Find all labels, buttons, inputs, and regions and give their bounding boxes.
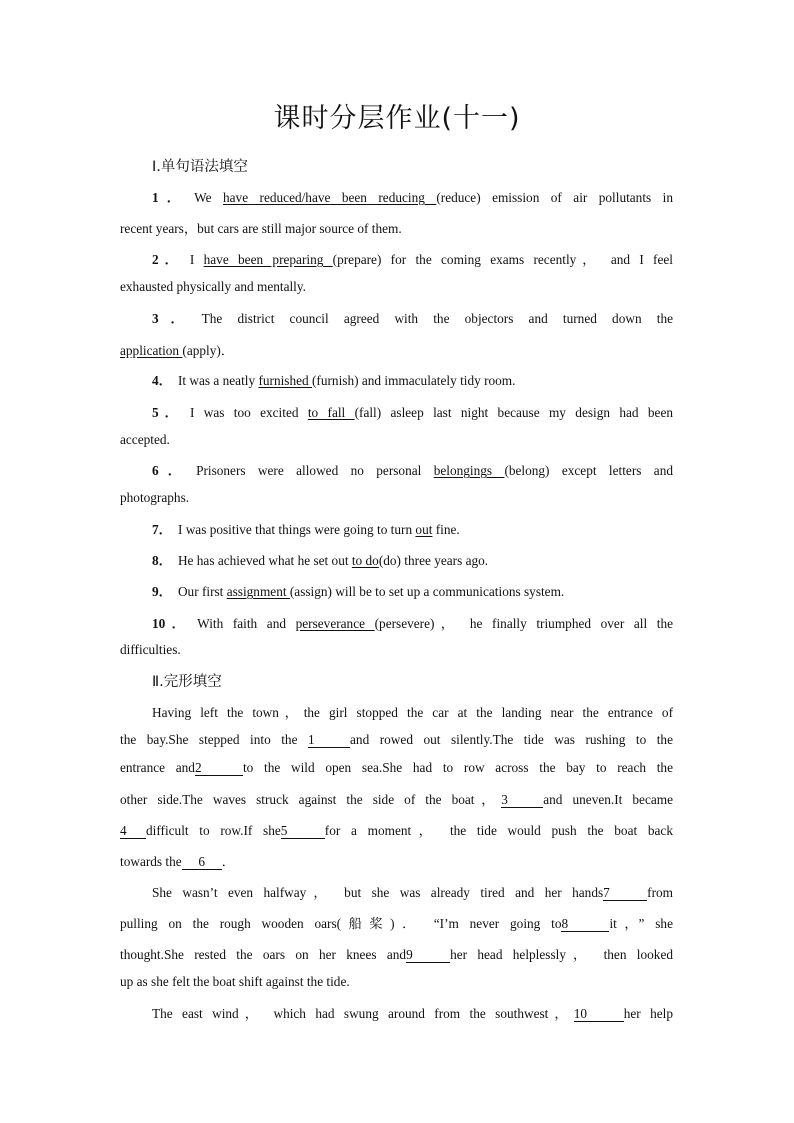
answer: to fall (307, 405, 355, 420)
question-number: 8． (152, 553, 172, 568)
question-10-continued: difficulties. (120, 642, 181, 657)
passage-line: The east wind， which had swung around from the southwest，10 her help (152, 1006, 673, 1021)
question-5-continued: accepted. (120, 432, 170, 447)
question-number: 3． (152, 311, 196, 326)
question-2-continued: exhausted physically and mentally. (120, 279, 306, 294)
question-number: 6． (152, 463, 191, 478)
question-number: 1． (152, 190, 189, 205)
passage-line: pulling on the rough wooden oars(船桨)． “I’m never going to8 it，” she (120, 916, 673, 931)
question-number: 10． (152, 616, 192, 631)
blank-10[interactable]: 10 (574, 1007, 624, 1022)
question-number: 9． (152, 584, 172, 599)
question-3-continued: application (apply)． (120, 343, 235, 358)
blank-7[interactable]: 7 (603, 886, 647, 901)
question-7: 7． I was positive that things were going to turn out fine. (152, 522, 460, 537)
answer: have reduced/have been reducing (223, 190, 437, 205)
passage-line: Having left the town，the girl stopped the car at the landing near the entrance of (152, 705, 673, 720)
passage-line: She wasn’t even halfway， but she was already tired and her hands7 from (152, 885, 673, 900)
blank-9[interactable]: 9 (406, 948, 450, 963)
answer: belongings (433, 463, 505, 478)
answer: out (415, 522, 433, 537)
blank-6[interactable]: 6 (182, 855, 222, 870)
blank-1[interactable]: 1 (308, 733, 350, 748)
answer: application (120, 343, 183, 358)
passage-line: other side.The waves struck against the side of the boat，3 and uneven.It became (120, 792, 673, 807)
passage-line: up as she felt the boat shift against the tide. (120, 974, 350, 989)
answer: have been preparing (203, 252, 333, 267)
question-1: 1． We have reduced/have been reducing (reduce) emission of air pollutants in (152, 190, 673, 205)
passage-line: the bay.She stepped into the 1 and rowed out silently.The tide was rushing to the (120, 732, 673, 747)
answer: furnished (258, 373, 312, 388)
blank-5[interactable]: 5 (281, 824, 325, 839)
question-5: 5． I was too excited to fall (fall) asleep last night because my design had been (152, 405, 673, 420)
question-8: 8． He has achieved what he set out to do(do) three years ago. (152, 553, 489, 568)
answer: perseverance (295, 616, 375, 631)
question-number: 2． (152, 252, 184, 267)
question-9: 9． Our first assignment (assign) will be to set up a communications system. (152, 584, 565, 599)
section2-heading: Ⅱ.完形填空 (152, 674, 222, 690)
question-number: 7． (152, 522, 172, 537)
passage-line: 4 difficult to row.If she5 for a moment， the tide would push the boat back (120, 823, 673, 838)
question-10: 10． With faith and perseverance (persevere)， he finally triumphed over all the (152, 616, 674, 631)
answer: to do (351, 553, 379, 568)
question-3: 3． The district council agreed with the objectors and turned down the (152, 311, 673, 326)
blank-3[interactable]: 3 (501, 793, 543, 808)
question-number: 5． (152, 405, 184, 420)
passage-line: towards the 6 ． (120, 854, 235, 869)
blank-4[interactable]: 4 (120, 824, 146, 839)
question-2: 2． I have been preparing (prepare) for the coming exams recently， and I feel (152, 252, 673, 267)
section1-heading: Ⅰ.单句语法填空 (152, 159, 248, 175)
blank-2[interactable]: 2 (195, 761, 243, 776)
question-6: 6． Prisoners were allowed no personal belongings (belong) except letters and (152, 463, 673, 478)
question-number: 4． (152, 373, 172, 388)
passage-line: thought.She rested the oars on her knees and9 her head helplessly， then looked (120, 947, 673, 962)
answer: assignment (226, 584, 290, 599)
page-title: 课时分层作业(十一) (273, 103, 521, 134)
question-1-continued: recent years，but cars are still major source of them. (120, 221, 402, 236)
question-4: 4． It was a neatly furnished (furnish) and immaculately tidy room. (152, 373, 516, 388)
question-6-continued: photographs. (120, 490, 190, 505)
passage-line: entrance and2 to the wild open sea.She had to row across the bay to reach the (120, 760, 673, 775)
blank-8[interactable]: 8 (561, 917, 609, 932)
